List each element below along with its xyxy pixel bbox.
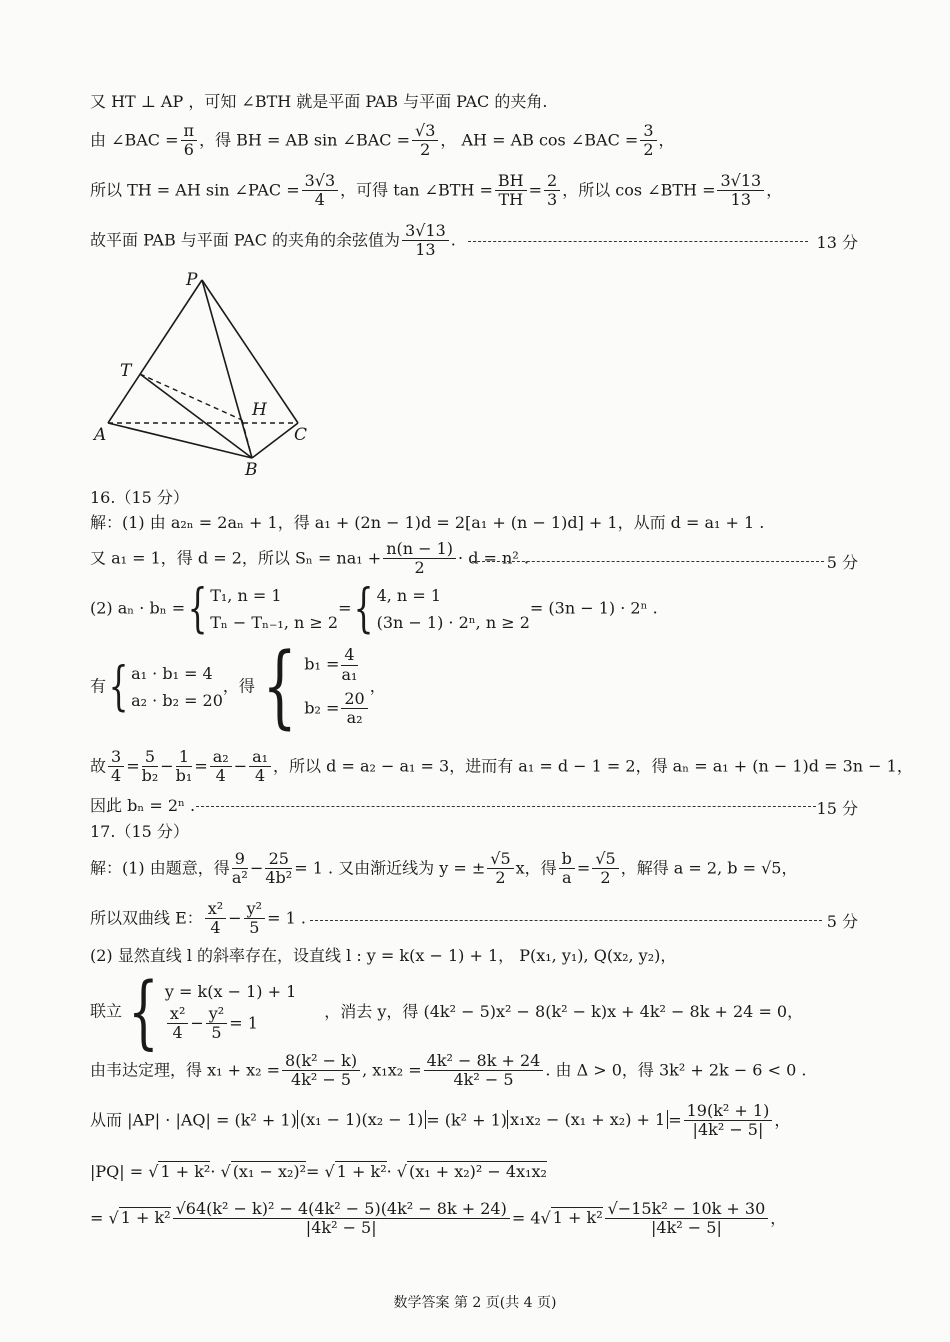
score-5: 5 分 bbox=[826, 553, 858, 572]
p17-line-5: 由韦达定理，得 x₁ + x₂ = $\frac{\text{8(k² − k)}}{\text{4k² − 5}}$ , x₁x₂ = $\frac{\text{4k² − 8k + 24}}{\text{4k² − 5}}$ . 由 Δ > 0，得 3k² + 2k − 6 < 0 . bbox=[90, 1051, 807, 1090]
p16-line-3: (2) aₙ · bₙ ={ T₁, n = 1 Tₙ − Tₙ₋₁, n ≥ 2 ={ 4, n = 1 (3n − 1) · 2ⁿ, n ≥ 2 = (3n − 1) · 2ⁿ . bbox=[90, 579, 658, 640]
p15-line-2: 由 ∠BAC = $\frac{\pi}{6}$ ，得 BH = AB sin ∠BAC = $\frac{√3}{2}$ ， AH = AB cos ∠BAC = $\frac{3}{2}$ ， bbox=[90, 121, 675, 160]
p15-line-1: 又 HT ⊥ AP ，可知 ∠BTH 就是平面 PAB 与平面 PAC 的夹角. bbox=[90, 92, 548, 111]
dotted-leader bbox=[310, 920, 822, 921]
edge-AB bbox=[108, 423, 252, 458]
p17-line-6: 从而 |AP| · |AQ| = (k² + 1) (x₁ − 1)(x₂ − 1) = (k² + 1) x₁x₂ − (x₁ + x₂) + 1 = $\frac{\text{19(k² + 1)}}{\text{|4k² − 5|}}$ ， bbox=[90, 1101, 791, 1140]
p17-line-2: 所以双曲线 E： $\frac{\text{x²}}{4}$ − $\frac{\text{y²}}{5}$ = 1 . bbox=[90, 899, 306, 938]
label-H: H bbox=[252, 400, 267, 420]
p16-line-5: 故 $\frac{3}{4}$ = $\frac{5}{\text{b₂}}$ − $\frac{1}{\text{b₁}}$ = $\frac{\text{a₂}}{4}$ − $\frac{\text{a₁}}{4}$ ，所以 d = a₂ − a₁ = 3，进而有 a₁ = d − 1 = 2，得 aₙ = a₁ + (n − 1)d = 3n − 1， bbox=[90, 747, 913, 786]
p15-line-4: 故平面 PAB 与平面 PAC 的夹角的余弦值为 $\frac{3√13}{13}$ . bbox=[90, 221, 456, 260]
score-13: 13 分 bbox=[816, 233, 858, 252]
edge-PC bbox=[202, 280, 298, 423]
edge-CB bbox=[252, 423, 298, 458]
score-15: 15 分 bbox=[816, 799, 858, 818]
tetrahedron-figure bbox=[92, 268, 332, 480]
dotted-leader bbox=[468, 241, 808, 242]
label-B: B bbox=[245, 460, 258, 480]
page-footer: 数学答案 第 2 页(共 4 页) bbox=[393, 1295, 557, 1311]
dotted-leader bbox=[196, 806, 816, 807]
dotted-leader bbox=[472, 561, 824, 562]
label-A: A bbox=[94, 425, 107, 445]
score-5b: 5 分 bbox=[826, 912, 858, 931]
label-P: P bbox=[186, 270, 198, 290]
p16-title: 16.（15 分） bbox=[90, 488, 189, 507]
p16-line-4: 有{ a₁ · b₁ = 4 a₂ · b₂ = 20 ，得{ b₁ = $\frac{4}{\text{a₁}}$ b₂ = $\frac{20}{\text{a₂}}$ ， bbox=[90, 634, 386, 739]
p16-line-2: 又 a₁ = 1，得 d = 2，所以 Sₙ = na₁ + $\frac{n(n - 1)}{2}$ · d = n² . bbox=[90, 539, 529, 578]
p15-line-3: 所以 TH = AH sin ∠PAC = $\frac{3√3}{4}$ ，可得 tan ∠BTH = $\frac{BH}{TH}$ = $\frac{2}{3}$ ，所以 cos ∠BTH = $\frac{3√13}{13}$ ， bbox=[90, 171, 783, 210]
p17-line-3: (2) 显然直线 l 的斜率存在，设直线 l : y = k(x − 1) + 1， P(x₁, y₁), Q(x₂, y₂)， bbox=[90, 946, 677, 965]
p17-line-1: 解：(1) 由题意，得 $\frac{9}{\text{a²}}$ − $\frac{25}{\text{4b²}}$ = 1 . 又由渐近线为 y = ± $\frac{√5}{2}$ x，得 $\frac{b}{a}$ = $\frac{√5}{2}$ ，解得 a = 2, b = √5， bbox=[90, 849, 798, 888]
p16-line-1: 解：(1) 由 a₂ₙ = 2aₙ + 1，得 a₁ + (2n − 1)d = 2[a₁ + (n − 1)d] + 1，从而 d = a₁ + 1 . bbox=[90, 513, 765, 532]
p17-title: 17.（15 分） bbox=[90, 822, 189, 841]
p17-line-7: |PQ| = √ 1 + k²· √ (x₁ − x₂)²= √ 1 + k²· √ (x₁ + x₂)² − 4x₁x₂ bbox=[90, 1162, 547, 1181]
p17-line-4: 联立{ y = k(x − 1) + 1 $\frac{\text{x²}}{4}$ − $\frac{\text{y²}}{5}$ = 1 ，消去 y，得 (4k² − 5)x² − 8(k² − k)x + 4k² − 8k + 24 = 0， bbox=[90, 965, 804, 1058]
p16-line-6: 因此 bₙ = 2ⁿ . bbox=[90, 796, 196, 815]
edge-PA bbox=[108, 280, 202, 423]
p17-line-8: = √ 1 + k² $\frac{\text{√64(k² − k)² − 4(4k² − 5)(4k² − 8k + 24)}}{\text{|4k² − 5|}}$ = 4√ 1 + k² $\frac{\text{√−15k² − 10k + 30}}{\text{|4k² − 5|}}$ ， bbox=[90, 1199, 787, 1238]
label-T: T bbox=[120, 361, 132, 381]
segment-TB bbox=[140, 374, 252, 458]
label-C: C bbox=[294, 425, 308, 445]
